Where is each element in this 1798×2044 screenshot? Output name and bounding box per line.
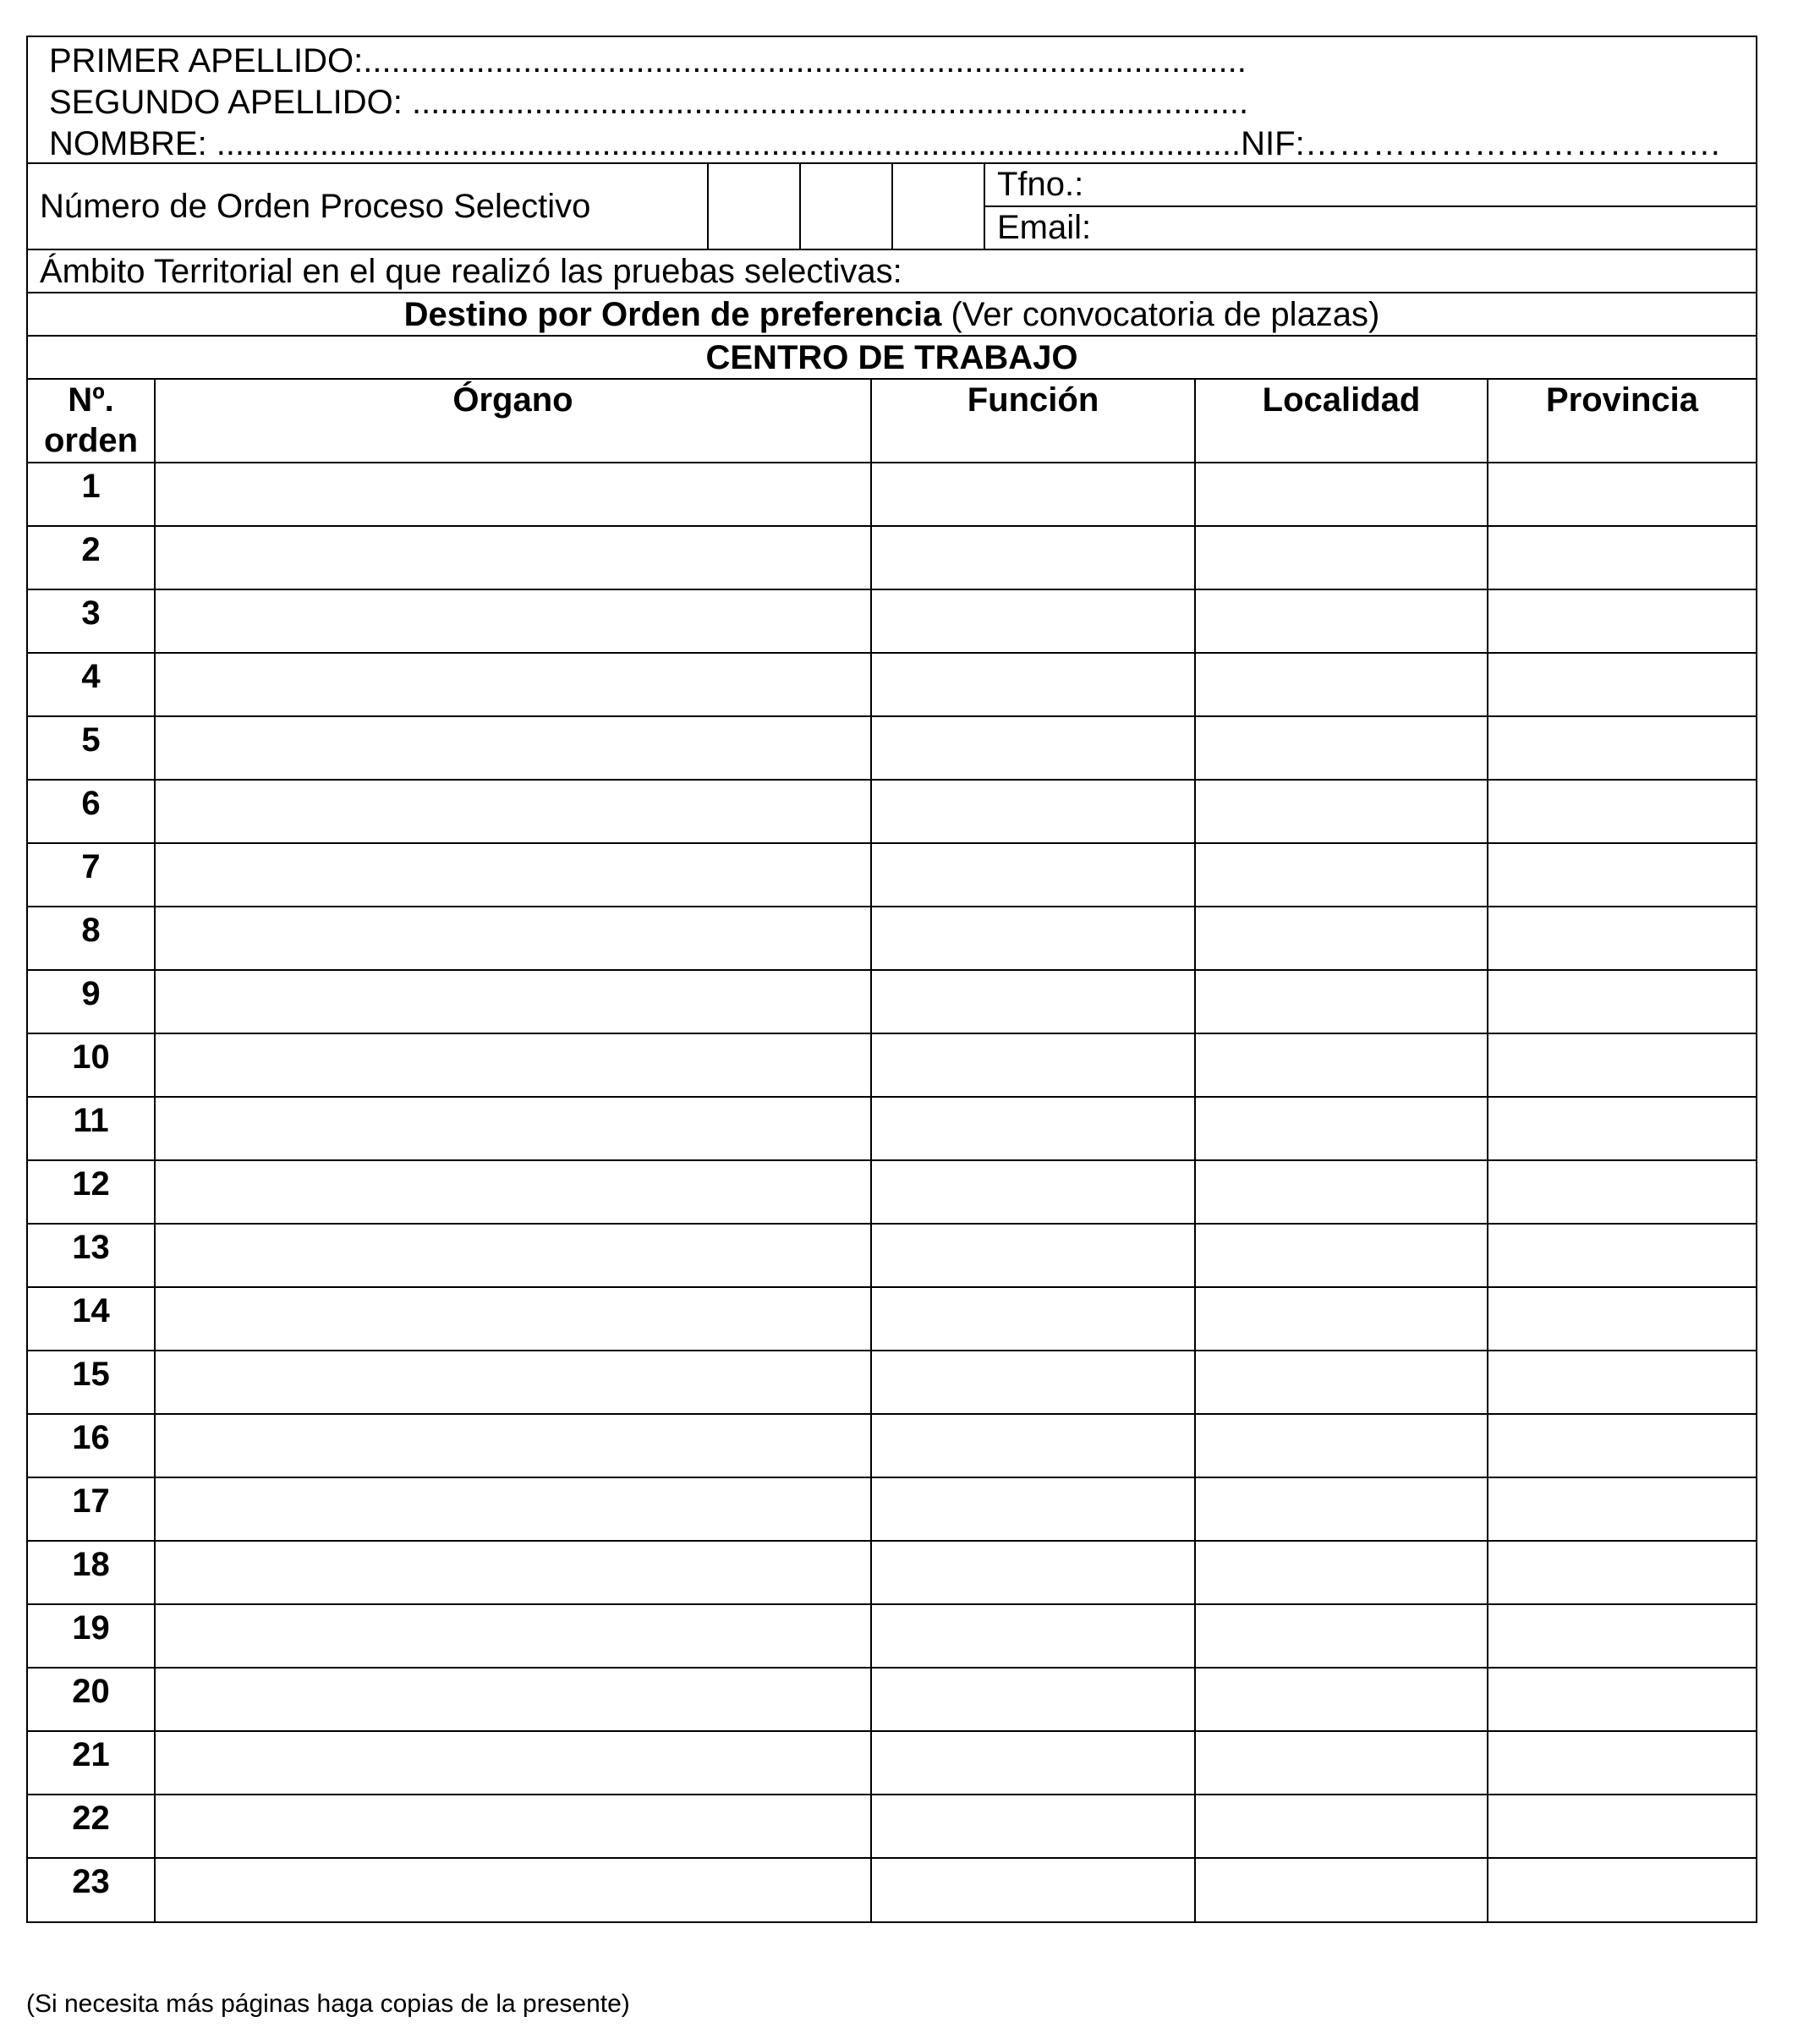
row-number: 22 [28,1795,155,1858]
table-row [28,1731,1756,1795]
localidad-cell[interactable] [1195,907,1488,970]
localidad-cell[interactable] [1195,780,1488,843]
table-row [28,1668,1756,1731]
localidad-cell[interactable] [1195,716,1488,780]
table-row [28,780,1756,843]
localidad-cell[interactable] [1195,1541,1488,1604]
table-row [28,1477,1756,1541]
row-number: 18 [28,1541,155,1604]
localidad-cell[interactable] [1195,1351,1488,1414]
table-row [28,653,1756,716]
funcion-cell[interactable] [871,1351,1195,1414]
table-row [28,1160,1756,1224]
provincia-cell[interactable] [1488,970,1756,1033]
organo-cell[interactable] [155,1541,871,1604]
row-number: 10 [28,1033,155,1097]
funcion-cell[interactable] [871,780,1195,843]
provincia-cell[interactable] [1488,653,1756,716]
funcion-cell[interactable] [871,970,1195,1033]
preference-form [26,36,1757,1923]
table-row [28,1604,1756,1668]
localidad-cell[interactable] [1195,1668,1488,1731]
localidad-cell[interactable] [1195,1160,1488,1224]
localidad-cell[interactable] [1195,1731,1488,1795]
table-row [28,970,1756,1033]
orden-proceso-label: Número de Orden Proceso Selectivo [28,164,709,249]
destino-heading-bold: Destino por Orden de preferencia [403,296,942,333]
table-row [28,589,1756,653]
localidad-cell[interactable] [1195,1795,1488,1858]
localidad-cell[interactable] [1195,653,1488,716]
provincia-cell[interactable] [1488,526,1756,589]
localidad-cell[interactable] [1195,843,1488,907]
orden-digit-box-2[interactable] [801,164,893,249]
provincia-cell[interactable] [1488,1541,1756,1604]
orden-proceso-row [28,164,1756,250]
localidad-cell[interactable] [1195,1097,1488,1160]
row-number: 9 [28,970,155,1033]
funcion-cell[interactable] [871,1858,1195,1921]
organo-cell[interactable] [155,1351,871,1414]
organo-cell[interactable] [155,1224,871,1287]
row-number: 5 [28,716,155,780]
row-number: 13 [28,1224,155,1287]
table-row [28,1287,1756,1351]
organo-cell[interactable] [155,907,871,970]
row-number: 7 [28,843,155,907]
organo-cell[interactable] [155,1477,871,1541]
organo-cell[interactable] [155,1604,871,1668]
provincia-cell[interactable] [1488,843,1756,907]
centro-trabajo-heading: CENTRO DE TRABAJO [28,337,1756,380]
organo-cell[interactable] [155,1668,871,1731]
organo-cell[interactable] [155,463,871,526]
organo-cell[interactable] [155,716,871,780]
organo-cell[interactable] [155,1858,871,1921]
funcion-cell[interactable] [871,716,1195,780]
email-field[interactable]: Email: [997,209,1092,246]
destino-heading [28,293,1756,337]
row-number: 20 [28,1668,155,1731]
provincia-cell[interactable] [1488,1795,1756,1858]
preferences-table [28,380,1756,1921]
provincia-cell[interactable] [1488,1097,1756,1160]
localidad-cell[interactable] [1195,1604,1488,1668]
funcion-cell[interactable] [871,1033,1195,1097]
localidad-cell[interactable] [1195,1858,1488,1921]
provincia-cell[interactable] [1488,1224,1756,1287]
funcion-cell[interactable] [871,1160,1195,1224]
destino-heading-note: (Ver convocatoria de plazas) [941,296,1380,333]
table-header-row [28,380,1756,463]
row-number: 21 [28,1731,155,1795]
table-row [28,1033,1756,1097]
organo-cell[interactable] [155,1731,871,1795]
table-row [28,1224,1756,1287]
row-number: 15 [28,1351,155,1414]
funcion-cell[interactable] [871,1541,1195,1604]
funcion-cell[interactable] [871,1414,1195,1477]
localidad-cell[interactable] [1195,1033,1488,1097]
row-number: 8 [28,907,155,970]
provincia-cell[interactable] [1488,1287,1756,1351]
localidad-cell[interactable] [1195,589,1488,653]
localidad-cell[interactable] [1195,970,1488,1033]
contact-section [985,164,1756,249]
provincia-cell[interactable] [1488,1858,1756,1921]
funcion-cell[interactable] [871,1287,1195,1351]
localidad-cell[interactable] [1195,463,1488,526]
provincia-cell[interactable] [1488,1351,1756,1414]
ambito-territorial-field[interactable]: Ámbito Territorial en el que realizó las pruebas selectivas: [28,250,1756,293]
funcion-cell[interactable] [871,1097,1195,1160]
row-number: 17 [28,1477,155,1541]
col-header-provincia: Provincia [1488,380,1756,463]
row-number: 2 [28,526,155,589]
organo-cell[interactable] [155,843,871,907]
provincia-cell[interactable] [1488,1604,1756,1668]
provincia-cell[interactable] [1488,780,1756,843]
row-number: 12 [28,1160,155,1224]
provincia-cell[interactable] [1488,589,1756,653]
preferences-table-wrapper [28,380,1756,1921]
funcion-cell[interactable] [871,1604,1195,1668]
provincia-cell[interactable] [1488,1731,1756,1795]
provincia-cell[interactable] [1488,1477,1756,1541]
table-row [28,1795,1756,1858]
segundo-apellido-field[interactable]: SEGUNDO APELLIDO: ......................................................................................... [49,84,1249,121]
row-number: 1 [28,463,155,526]
localidad-cell[interactable] [1195,1414,1488,1477]
row-number: 6 [28,780,155,843]
funcion-cell[interactable] [871,526,1195,589]
row-number: 19 [28,1604,155,1668]
orden-digit-box-1[interactable] [709,164,801,249]
table-row [28,1858,1756,1921]
personal-data-section [28,37,1756,164]
organo-cell[interactable] [155,1795,871,1858]
col-header-localidad: Localidad [1195,380,1488,463]
orden-digit-box-3[interactable] [893,164,985,249]
funcion-cell[interactable] [871,1795,1195,1858]
table-row [28,1541,1756,1604]
funcion-cell[interactable] [871,1731,1195,1795]
nombre-nif-field[interactable]: NOMBRE: .............................................................................................................NIF:………………………………. [49,125,1720,162]
localidad-cell[interactable] [1195,1477,1488,1541]
provincia-cell[interactable] [1488,1414,1756,1477]
localidad-cell[interactable] [1195,1224,1488,1287]
localidad-cell[interactable] [1195,526,1488,589]
row-number: 23 [28,1858,155,1921]
row-number: 3 [28,589,155,653]
provincia-cell[interactable] [1488,463,1756,526]
organo-cell[interactable] [155,1287,871,1351]
provincia-cell[interactable] [1488,907,1756,970]
provincia-cell[interactable] [1488,1160,1756,1224]
organo-cell[interactable] [155,589,871,653]
organo-cell[interactable] [155,1097,871,1160]
organo-cell[interactable] [155,653,871,716]
funcion-cell[interactable] [871,843,1195,907]
row-number: 4 [28,653,155,716]
table-row [28,1351,1756,1414]
provincia-cell[interactable] [1488,1033,1756,1097]
table-row [28,716,1756,780]
table-row [28,1414,1756,1477]
table-row [28,843,1756,907]
organo-cell[interactable] [155,780,871,843]
funcion-cell[interactable] [871,463,1195,526]
tfno-field[interactable]: Tfno.: [985,164,1756,207]
row-number: 14 [28,1287,155,1351]
organo-cell[interactable] [155,1033,871,1097]
footnote: (Si necesita más páginas haga copias de la presente) [26,1990,630,2018]
col-header-funcion: Función [871,380,1195,463]
col-header-organo: Órgano [155,380,871,463]
table-row [28,1097,1756,1160]
primer-apellido-field[interactable]: PRIMER APELLIDO:.............................................................................................. [49,42,1247,79]
organo-cell[interactable] [155,526,871,589]
funcion-cell[interactable] [871,907,1195,970]
row-number: 16 [28,1414,155,1477]
table-row [28,526,1756,589]
organo-cell[interactable] [155,970,871,1033]
provincia-cell[interactable] [1488,716,1756,780]
funcion-cell[interactable] [871,653,1195,716]
funcion-cell[interactable] [871,1477,1195,1541]
col-header-num: Nº. orden [28,380,155,463]
localidad-cell[interactable] [1195,1287,1488,1351]
organo-cell[interactable] [155,1414,871,1477]
row-number: 11 [28,1097,155,1160]
funcion-cell[interactable] [871,589,1195,653]
table-row [28,907,1756,970]
funcion-cell[interactable] [871,1668,1195,1731]
table-body [28,463,1756,1921]
table-row [28,463,1756,526]
funcion-cell[interactable] [871,1224,1195,1287]
provincia-cell[interactable] [1488,1668,1756,1731]
organo-cell[interactable] [155,1160,871,1224]
